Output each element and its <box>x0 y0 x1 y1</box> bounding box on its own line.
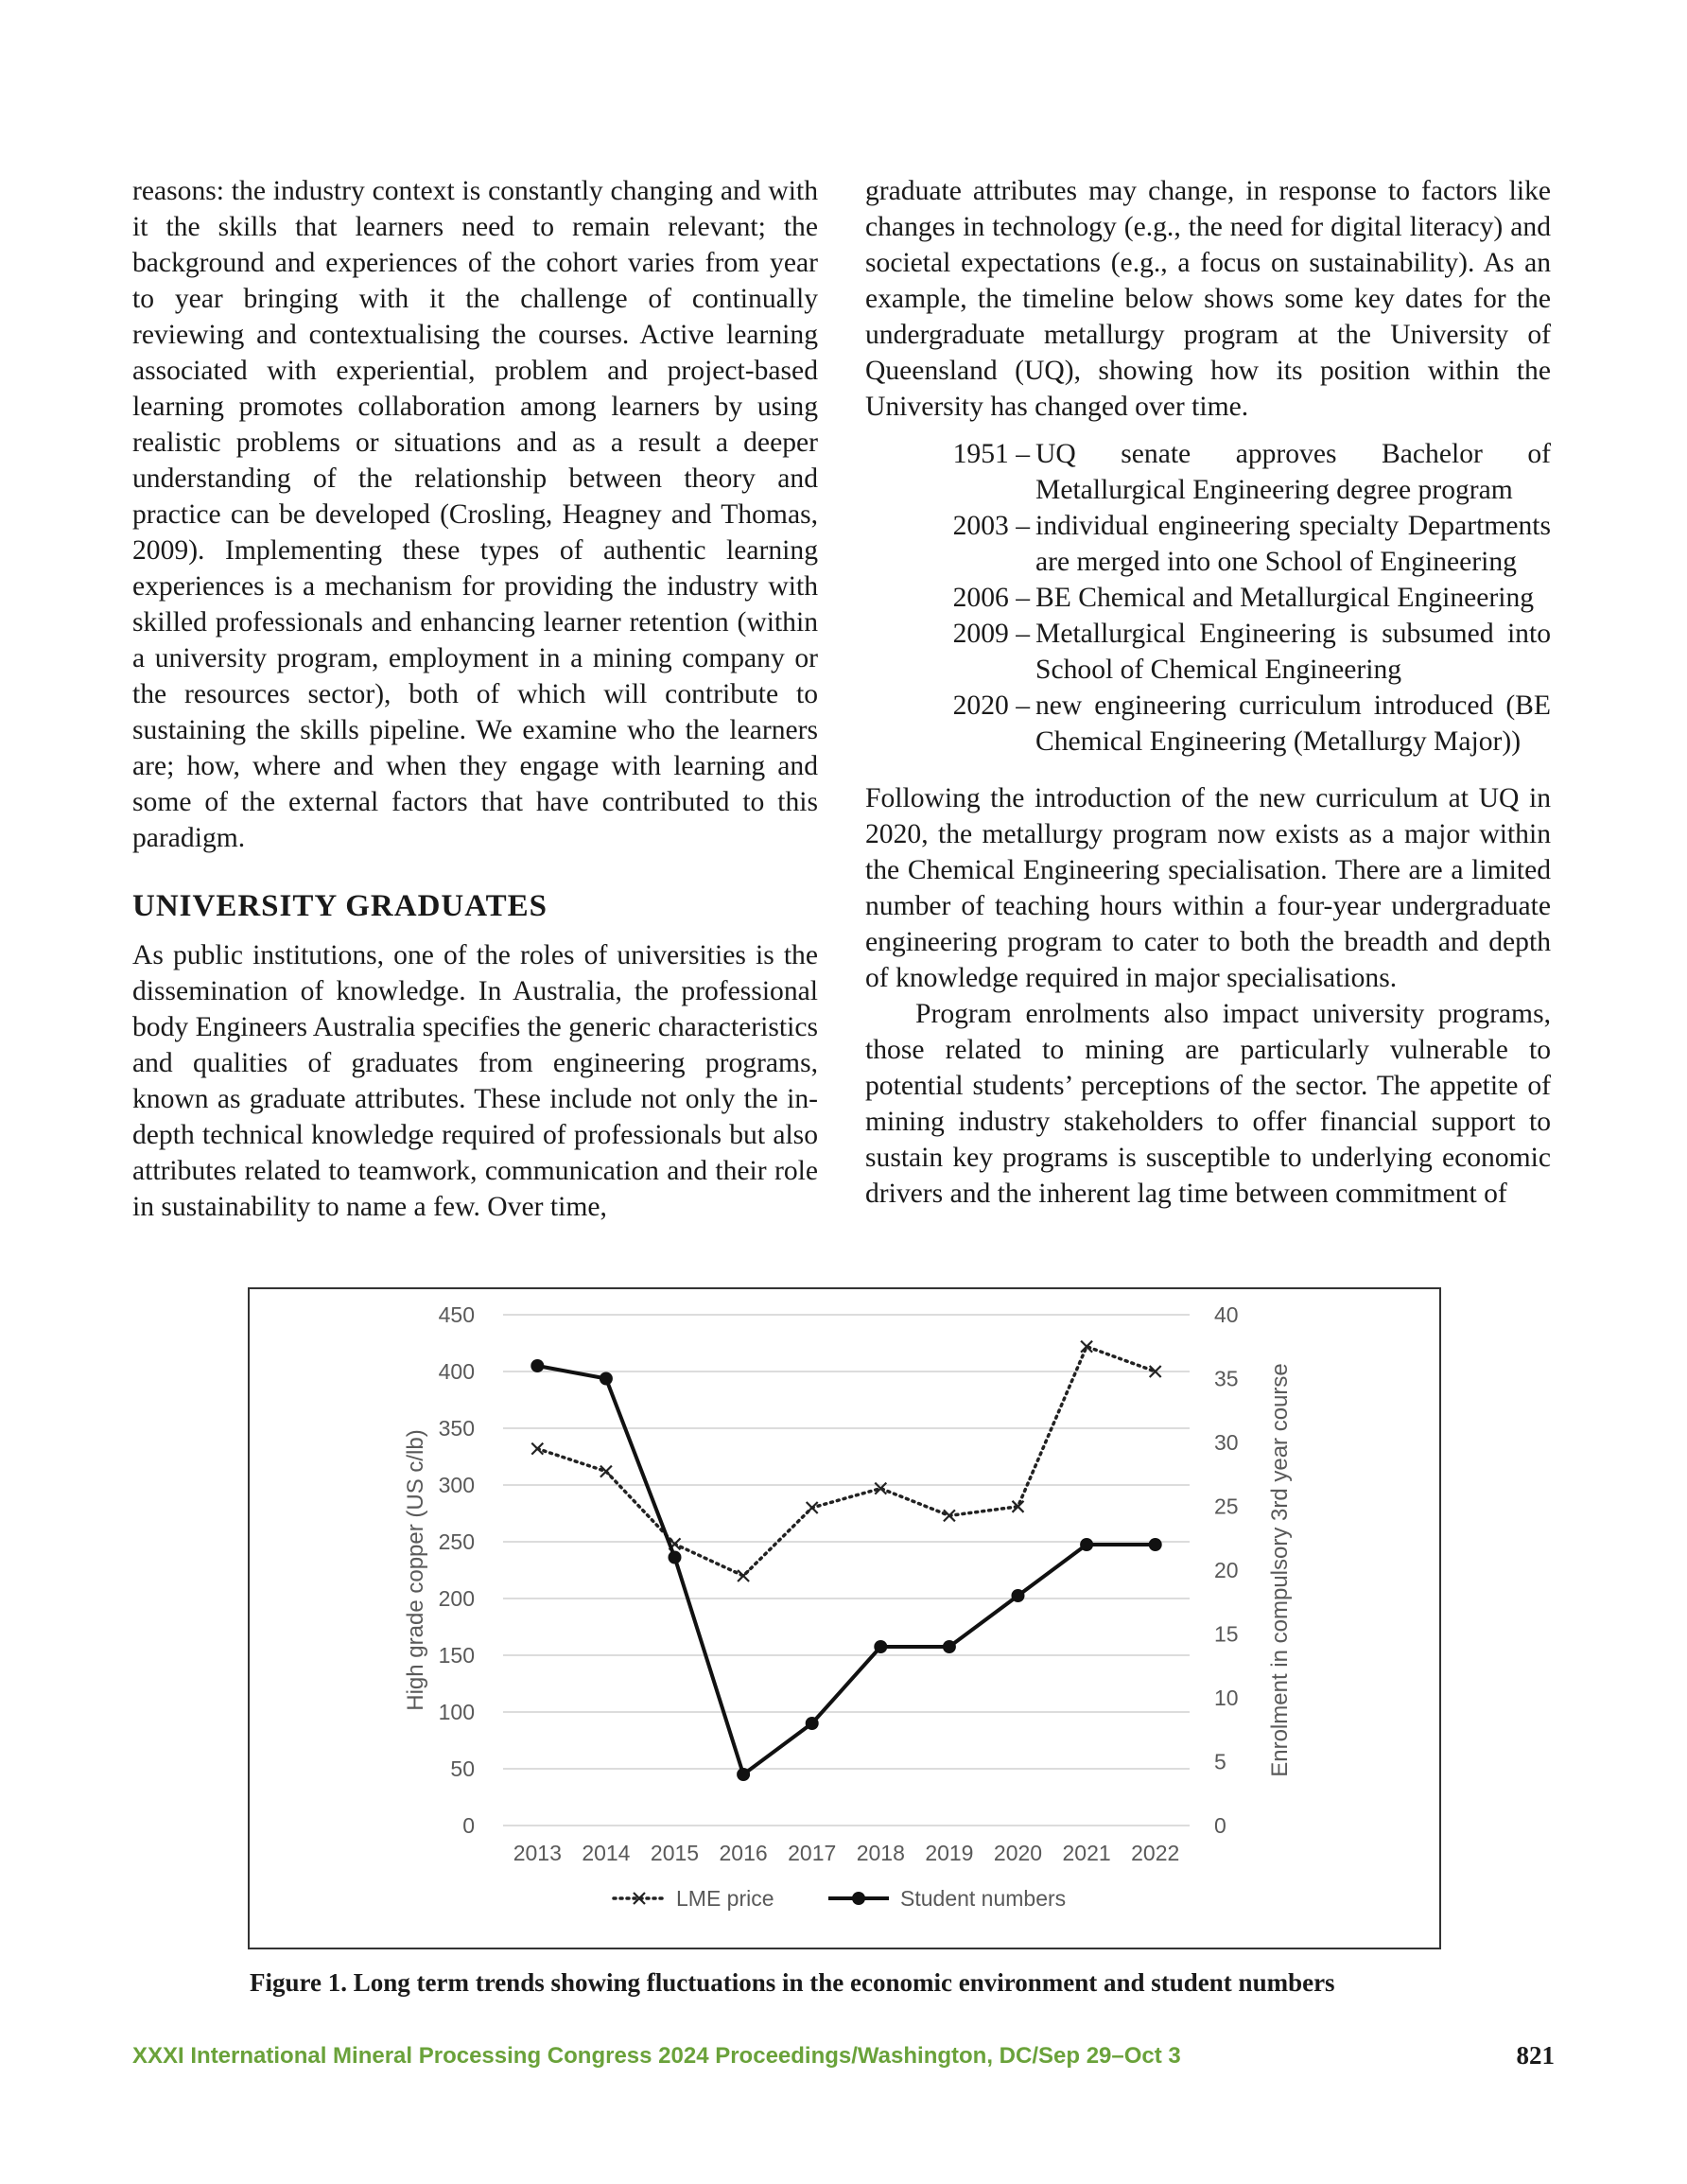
left-axis-tick-label: 0 <box>462 1813 475 1838</box>
timeline-item <box>865 580 1551 616</box>
timeline <box>865 436 1551 760</box>
timeline-text: individual engineering specialty Departments are merged into one School of Engineering <box>1035 511 1551 577</box>
left-column <box>132 173 818 1225</box>
left-axis-tick-label: 350 <box>438 1416 475 1441</box>
left-axis-tick-label: 450 <box>438 1302 475 1327</box>
timeline-text: UQ senate approves Bachelor of Metallurgical Engineering degree program <box>1035 439 1551 505</box>
data-point <box>806 1717 819 1730</box>
right-axis-tick-label: 10 <box>1214 1686 1239 1710</box>
x-axis-tick-label: 2021 <box>1062 1841 1111 1865</box>
timeline-item <box>865 436 1551 508</box>
legend-label: LME price <box>676 1886 774 1911</box>
right-axis-title: Enrolment in compulsory 3rd year course <box>1267 1363 1293 1777</box>
timeline-text: new engineering curriculum introduced (BE Chemical Engineering (Metallurgy Major)) <box>1035 690 1551 757</box>
x-axis-tick-label: 2018 <box>856 1841 905 1865</box>
body-paragraph: Program enrolments also impact university programs, those related to mining are particularly vulnerable to potential students’ perceptions of the sector. The appetite of mining industry stakeholders to offer financial support to sustain key programs is susceptible to underlying economic drivers and the inherent lag time between commitment of <box>865 999 1551 1209</box>
right-axis-tick-label: 25 <box>1214 1494 1239 1519</box>
x-axis-tick-label: 2013 <box>513 1841 562 1865</box>
left-axis-tick-label: 50 <box>450 1756 475 1781</box>
left-axis-tick-label: 400 <box>438 1359 475 1384</box>
figure-chart <box>248 1287 1441 1949</box>
right-axis-tick-label: 40 <box>1214 1302 1239 1327</box>
series-line <box>537 1366 1155 1774</box>
body-paragraph: Following the introduction of the new curriculum at UQ in 2020, the metallurgy program now exists as a major within the Chemical Engineering specialisation. There are a limited number of teaching hours within a four-year undergraduate engineering program to cater to both the breadth and depth of knowledge required in major specialisations. <box>865 783 1551 993</box>
data-point <box>737 1768 750 1781</box>
left-axis-tick-label: 300 <box>438 1473 475 1497</box>
right-axis-tick-label: 5 <box>1214 1749 1226 1774</box>
line-chart <box>250 1289 1439 1948</box>
data-point <box>943 1640 956 1653</box>
left-axis-tick-label: 250 <box>438 1529 475 1554</box>
right-axis-tick-label: 0 <box>1214 1813 1226 1838</box>
data-point <box>1149 1538 1162 1551</box>
right-axis-tick-label: 30 <box>1214 1430 1239 1455</box>
x-axis-tick-label: 2015 <box>650 1841 700 1865</box>
data-point <box>531 1443 543 1455</box>
timeline-item <box>865 616 1551 688</box>
section-heading: UNIVERSITY GRADUATES <box>132 889 548 923</box>
timeline-year: 2009 – <box>952 619 1030 649</box>
data-point <box>669 1551 682 1564</box>
timeline-year: 1951 – <box>952 439 1030 469</box>
timeline-year: 2006 – <box>952 583 1030 613</box>
data-point <box>874 1640 887 1653</box>
page-number: 821 <box>1516 2041 1555 2070</box>
data-point <box>1080 1538 1093 1551</box>
timeline-year: 2020 – <box>952 690 1030 721</box>
footer-conference: XXXI International Mineral Processing Congress 2024 Proceedings/Washington, DC/Sep 29–Oct 3 <box>132 2043 1181 2069</box>
data-point <box>600 1372 613 1386</box>
timeline-text: Metallurgical Engineering is subsumed into School of Chemical Engineering <box>1035 619 1551 685</box>
data-point <box>944 1510 955 1521</box>
left-axis-title: High grade copper (US c/lb) <box>403 1429 428 1711</box>
x-axis-tick-label: 2022 <box>1131 1841 1180 1865</box>
body-paragraph: reasons: the industry context is constantly changing and with it the skills that learners need to remain relevant; the background and experiences of the cohort varies from year to year bringing with it the challenge of continually reviewing and contextualising the courses. Active learning associated with experiential, problem and project-based learning promotes collaboration among learners by using realistic problems or situations and as a result a deeper understanding of the relationship between theory and practice can be developed (Crosling, Heagney and Thomas, 2009). Implementing these types of authentic learning experiences is a mechanism for providing the industry with skilled professionals and enhancing learner retention (within a university program, employment in a mining company or the resources sector), both of which will contribute to sustaining the skills pipeline. We examine who the learners are; how, where and when they engage with learning and some of the external factors that have contributed to this paradigm. <box>132 176 818 853</box>
x-axis-tick-label: 2020 <box>993 1841 1043 1865</box>
data-point <box>807 1502 818 1513</box>
legend-marker <box>852 1892 865 1905</box>
right-column <box>865 173 1551 1212</box>
body-paragraph: graduate attributes may change, in response to factors like changes in technology (e.g., the need for digital literacy) and societal expectations (e.g., a focus on sustainability). As an example, the timeline below shows some key dates for the undergraduate metallurgy program at the University of Queensland (UQ), showing how its position within the University has changed over time. <box>865 176 1551 422</box>
right-axis-tick-label: 35 <box>1214 1366 1239 1391</box>
left-axis-tick-label: 200 <box>438 1586 475 1611</box>
body-paragraph: As public institutions, one of the roles of universities is the dissemination of knowledge. In Australia, the professional body Engineers Australia specifies the generic characteristics and qualities of graduates from engineering programs, known as graduate attributes. These include not only the in-depth technical knowledge required of professionals but also attributes related to teamwork, communication and their role in sustainability to name a few. Over time, <box>132 940 818 1222</box>
x-axis-tick-label: 2017 <box>788 1841 837 1865</box>
x-axis-tick-label: 2014 <box>582 1841 631 1865</box>
data-point <box>530 1359 544 1372</box>
data-point <box>1012 1589 1025 1602</box>
right-axis-tick-label: 20 <box>1214 1558 1239 1582</box>
legend-label: Student numbers <box>900 1886 1067 1911</box>
left-axis-tick-label: 100 <box>438 1700 475 1724</box>
right-axis-tick-label: 15 <box>1214 1621 1239 1647</box>
timeline-item <box>865 508 1551 580</box>
left-axis-tick-label: 150 <box>438 1643 475 1668</box>
timeline-item <box>865 688 1551 760</box>
figure-caption: Figure 1. Long term trends showing fluctuations in the economic environment and student numbers <box>250 1968 1335 1997</box>
data-point <box>738 1570 749 1581</box>
x-axis-tick-label: 2019 <box>925 1841 974 1865</box>
x-axis-tick-label: 2016 <box>719 1841 768 1865</box>
timeline-text: BE Chemical and Metallurgical Engineering <box>1035 583 1535 613</box>
timeline-year: 2003 – <box>952 511 1030 541</box>
